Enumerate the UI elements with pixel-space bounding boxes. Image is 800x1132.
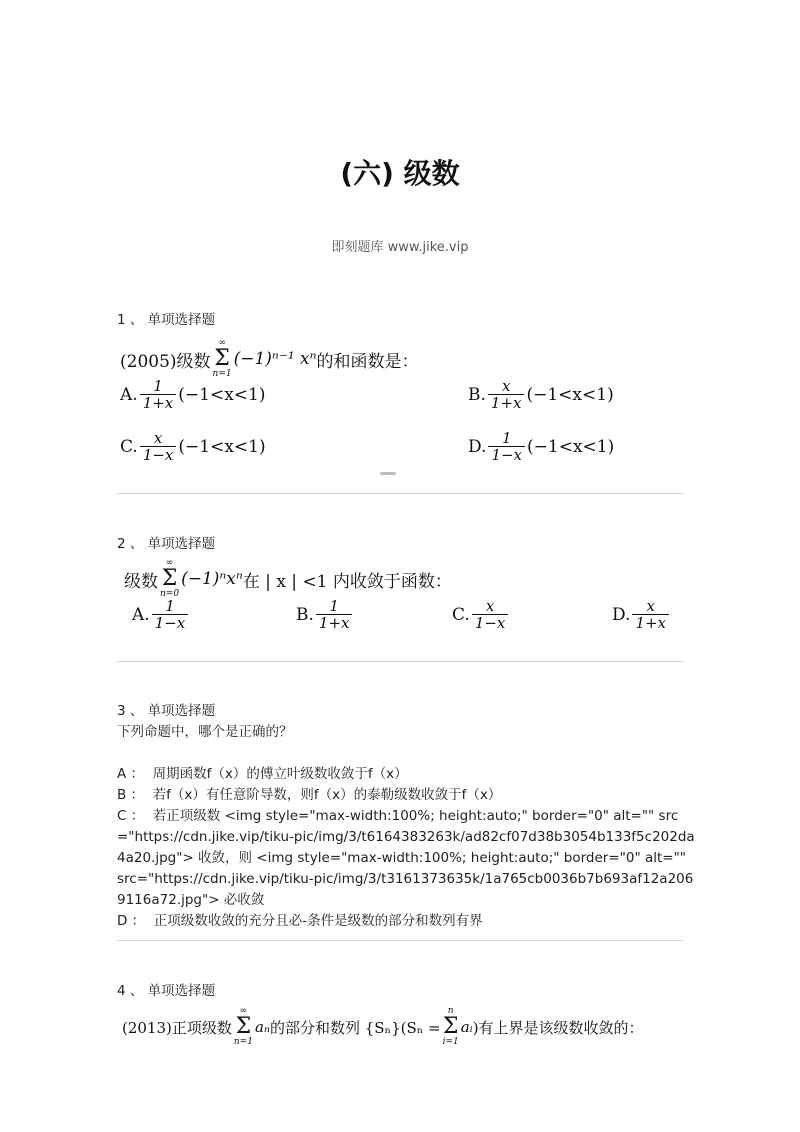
q4-stem-mid: 的部分和数列 {Sₙ}(Sₙ = [270, 1018, 441, 1037]
q4-sum-symbol-2: n Σ i=1 [442, 1006, 459, 1047]
q1-option-a: A. $\frac{1}{1+x}$ (−1<x<1) [120, 377, 266, 412]
q2-stem-tail: 在 | x | <1 内收敛于函数： [242, 571, 452, 592]
q2-option-d: D. $\frac{x}{1+x}$ [612, 598, 671, 631]
q3-option-b: B ： 若f（x）有任意阶导数，则f（x）的泰勒级数收敛于f（x） [117, 787, 502, 803]
q1-sum-symbol: ∞ Σ n=1 [212, 338, 232, 379]
q4-stem-term-2: aᵢ [460, 1018, 473, 1036]
question-3-body [117, 722, 697, 932]
q2-option-c: C. $\frac{x}{1-x}$ [452, 598, 510, 631]
page-title: (六) 级数 [340, 157, 460, 190]
q4-stem-year: (2013)正项级数 [122, 1018, 232, 1037]
q3-option-d: D ： 正项级数收敛的充分且必-条件是级数的部分和数列有界 [117, 913, 483, 929]
q1-stem-tail: 的和函数是： [316, 351, 419, 372]
question-3-header: 3 、 单项选择题 [117, 703, 216, 719]
source-line: 即刻题库 www.jike.vip [331, 240, 469, 255]
divider [117, 940, 684, 941]
question-1-header: 1 、 单项选择题 [117, 312, 216, 328]
question-2-header: 2 、 单项选择题 [117, 536, 216, 552]
q2-stem-term: (−1)ⁿxⁿ [181, 569, 243, 589]
q4-stem-term: aₙ [254, 1018, 270, 1036]
q1-option-c: C. $\frac{x}{1-x}$ (−1<x<1) [120, 429, 266, 464]
q3-option-a: A ： 周期函数f（x）的傅立叶级数收敛于f（x） [117, 766, 408, 782]
divider [117, 493, 684, 494]
q4-sum-symbol: ∞ Σ n=1 [233, 1006, 253, 1047]
q2-sum-symbol: ∞ Σ n=0 [160, 558, 180, 599]
q2-stem-head: 级数 [124, 571, 158, 592]
q1-stem-term: (−1)ⁿ⁻¹ xⁿ [233, 349, 317, 369]
q2-option-a: A. $\frac{1}{1-x}$ [132, 598, 190, 631]
q3-stem: 下列命题中，哪个是正确的？ [117, 724, 293, 740]
q3-option-c: C ： 若正项级数 <img style="max-width:100%; height:auto;" border="0" alt="" src="https://cdn.jike.vip/tiku-pic/img/3/t6164383263k/ad82cf07d38b3054b133f5c202da4a20.jpg"> 收敛，则 <img style="max-width:100%; height:auto;" border="0" alt="" src="https://cdn.jike.vip/tiku-pic/img/3/t3161373635k/1a765cb0036b7b693af12a2069116a72.jpg"> 必收敛 [117, 808, 695, 908]
q1-stem-year: (2005)级数 [120, 351, 211, 372]
q1-option-d: D. $\frac{1}{1-x}$ (−1<x<1) [468, 429, 615, 464]
question-4-header: 4 、 单项选择题 [117, 983, 216, 999]
q1-option-b: B. $\frac{x}{1+x}$ (−1<x<1) [468, 377, 614, 412]
divider [117, 661, 684, 662]
q2-option-b: B. $\frac{1}{1+x}$ [296, 598, 354, 631]
scan-speck [380, 472, 396, 475]
q4-stem-tail: )有上界是该级数收敛的： [472, 1018, 644, 1037]
